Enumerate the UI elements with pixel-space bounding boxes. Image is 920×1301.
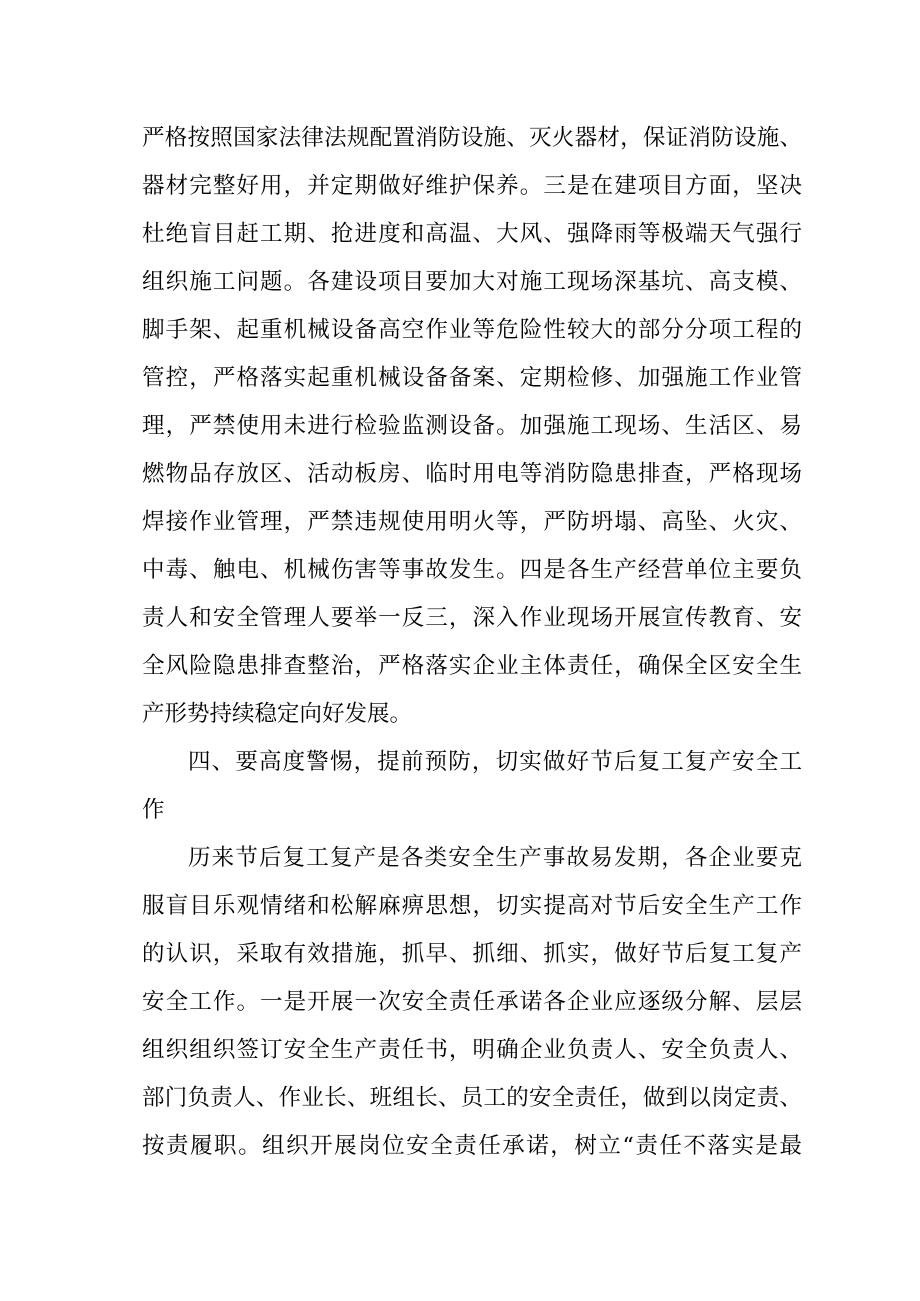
section-heading-line: 四、要高度警惕，提前预防，切实做好节后复工复产安全工 bbox=[188, 749, 802, 775]
paragraph-line: 脚手架、起重机械设备高空作业等危险性较大的部分分项工程的 bbox=[142, 317, 802, 343]
paragraph-line: 中毒、触电、机械伤害等事故发生。四是各生产经营单位主要负 bbox=[142, 557, 802, 583]
paragraph-line: 的认识，采取有效措施，抓早、抓细、抓实，做好节后复工复产 bbox=[142, 941, 802, 967]
paragraph-line: 严格按照国家法律法规配置消防设施、灭火器材，保证消防设施、 bbox=[142, 125, 802, 151]
paragraph-line: 服盲目乐观情绪和松解麻痹思想，切实提高对节后安全生产工作 bbox=[142, 893, 802, 919]
paragraph-line: 部门负责人、作业长、班组长、员工的安全责任，做到以岗定责、 bbox=[142, 1085, 802, 1111]
paragraph-line: 理，严禁使用未进行检验监测设备。加强施工现场、生活区、易 bbox=[142, 413, 802, 439]
paragraph-line: 历来节后复工复产是各类安全生产事故易发期，各企业要克 bbox=[188, 845, 802, 871]
paragraph-line: 产形势持续稳定向好发展。 bbox=[142, 701, 413, 727]
paragraph-line: 全风险隐患排查整治，严格落实企业主体责任，确保全区安全生 bbox=[142, 653, 802, 679]
paragraph-line: 安全工作。一是开展一次安全责任承诺各企业应逐级分解、层层 bbox=[142, 989, 802, 1015]
paragraph-line: 燃物品存放区、活动板房、临时用电等消防隐患排查，严格现场 bbox=[142, 461, 802, 487]
paragraph-line: 组织组织签订安全生产责任书，明确企业负责人、安全负责人、 bbox=[142, 1037, 802, 1063]
paragraph-line: 按责履职。组织开展岗位安全责任承诺，树立“责任不落实是最 bbox=[142, 1133, 802, 1159]
paragraph-line: 组织施工问题。各建设项目要加大对施工现场深基坑、高支模、 bbox=[142, 269, 802, 295]
paragraph-line: 责人和安全管理人要举一反三，深入作业现场开展宣传教育、安 bbox=[142, 605, 802, 631]
section-heading-line: 作 bbox=[142, 797, 165, 823]
paragraph-line: 器材完整好用，并定期做好维护保养。三是在建项目方面，坚决 bbox=[142, 173, 802, 199]
paragraph-line: 焊接作业管理，严禁违规使用明火等，严防坍塌、高坠、火灾、 bbox=[142, 509, 802, 535]
paragraph-line: 杜绝盲目赶工期、抢进度和高温、大风、强降雨等极端天气强行 bbox=[142, 221, 802, 247]
paragraph-line: 管控，严格落实起重机械设备备案、定期检修、加强施工作业管 bbox=[142, 365, 802, 391]
